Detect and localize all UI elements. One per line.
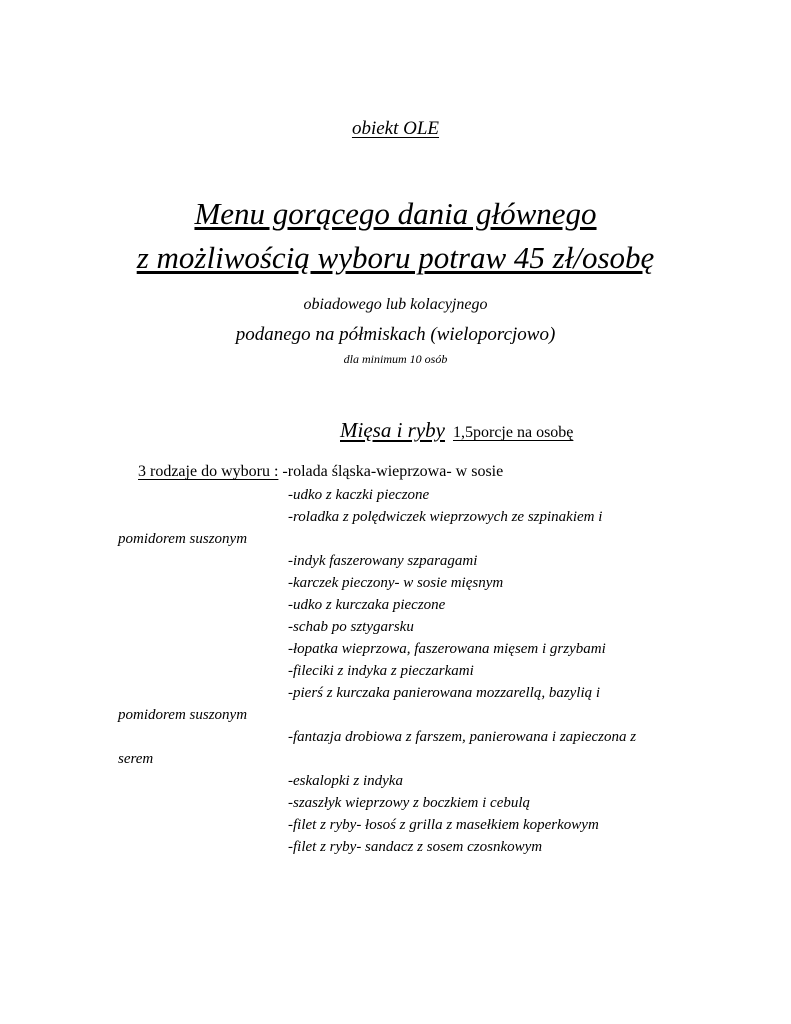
menu-item: -rolada śląska-wieprzowa- w sosie bbox=[278, 463, 504, 480]
menu-item: -fantazja drobiowa z farszem, panierowana i zapieczona z bbox=[288, 729, 637, 745]
menu-item: -łopatka wieprzowa, faszerowana mięsem i grzybami bbox=[288, 641, 606, 657]
menu-item: -pierś z kurczaka panierowana mozzarellą, bazylią i bbox=[288, 685, 601, 701]
choice-line bbox=[138, 463, 503, 481]
menu-title-line-2: z możliwością wyboru potraw 45 zł/osobę bbox=[136, 240, 655, 275]
menu-item: -udko z kurczaka pieczone bbox=[288, 597, 446, 613]
choice-label: 3 rodzaje do wyboru : bbox=[138, 463, 279, 480]
menu-item: -szaszłyk wieprzowy z boczkiem i cebulą bbox=[288, 795, 531, 811]
subtitle-minimum-guests: dla minimum 10 osób bbox=[343, 352, 448, 366]
menu-item: -schab po sztygarsku bbox=[288, 619, 414, 635]
section-heading bbox=[340, 418, 573, 443]
venue-name: obiekt OLE bbox=[351, 118, 440, 139]
menu-item: -filet z ryby- sandacz z sosem czosnkowym bbox=[288, 839, 543, 855]
menu-item: -fileciki z indyka z pieczarkami bbox=[288, 663, 474, 679]
menu-item-continuation: pomidorem suszonym bbox=[118, 531, 248, 547]
menu-item: -udko z kaczki pieczone bbox=[288, 487, 430, 503]
menu-item: -indyk faszerowany szparagami bbox=[288, 553, 478, 569]
menu-item-continuation: serem bbox=[118, 751, 154, 767]
menu-item: -filet z ryby- łosoś z grilla z masełkiem koperkowym bbox=[288, 817, 599, 833]
section-title: Mięsa i ryby bbox=[340, 418, 445, 442]
section-portion: 1,5porcje na osobę bbox=[452, 424, 574, 441]
menu-item: -karczek pieczony- w sosie mięsnym bbox=[288, 575, 504, 591]
menu-item: -roladka z polędwiczek wieprzowych ze szpinakiem i bbox=[288, 509, 603, 525]
menu-item: -eskalopki z indyka bbox=[288, 773, 403, 789]
subtitle-serving: podanego na półmiskach (wieloporcjowo) bbox=[235, 324, 556, 345]
menu-title-line-1: Menu gorącego dania głównego bbox=[194, 196, 597, 231]
menu-item-continuation: pomidorem suszonym bbox=[118, 707, 248, 723]
subtitle-meal-type: obiadowego lub kolacyjnego bbox=[303, 296, 488, 313]
